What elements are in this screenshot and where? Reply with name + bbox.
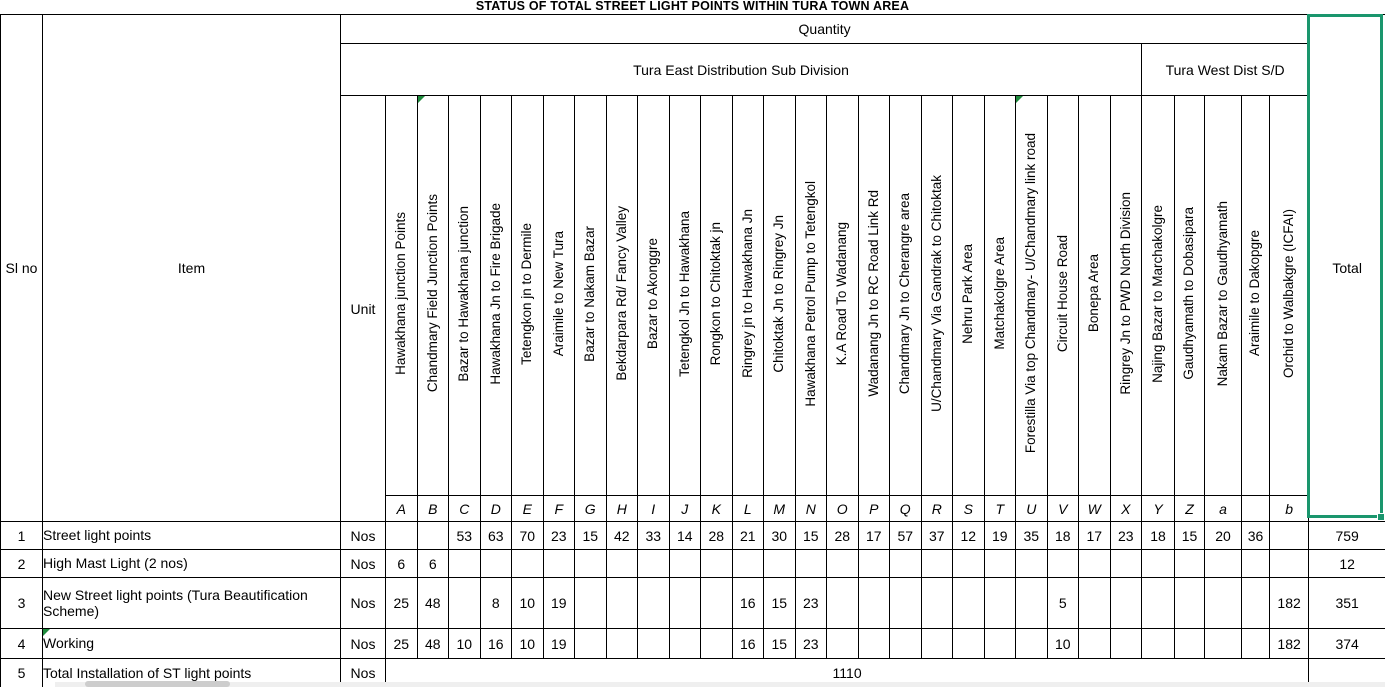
column-letter-N[interactable]: N [795,496,827,522]
column-letter-K[interactable]: K [701,496,733,522]
route-header-L[interactable] [732,96,764,496]
value-cell-2-Z[interactable] [1175,550,1205,578]
route-header-P[interactable] [858,96,890,496]
value-cell-4-R[interactable] [921,629,953,659]
east-division-header[interactable]: Tura East Distribution Sub Division [341,44,1142,96]
route-header-E[interactable] [512,96,544,496]
column-letter-F[interactable]: F [543,496,575,522]
route-header-label: Bazar to Hawakhana junction [456,205,472,382]
value-cell-1-D[interactable]: 63 [480,522,512,550]
column-letter-A[interactable]: A [386,496,418,522]
value-cell-1-I[interactable]: 33 [638,522,670,550]
value-cell-4-col27[interactable] [1242,629,1270,659]
item-cell-2[interactable]: High Mast Light (2 nos) [43,550,341,578]
route-header-I[interactable] [638,96,670,496]
column-letter-T[interactable]: T [984,496,1016,522]
value-cell-2-J[interactable] [669,550,701,578]
item-cell-1[interactable]: Street light points [43,522,341,550]
value-cell-3-L[interactable]: 16 [732,578,764,629]
value-cell-1-X[interactable]: 23 [1110,522,1142,550]
value-cell-2-W[interactable] [1079,550,1111,578]
route-header-label: Araimile to New Tura [550,230,566,357]
route-header-label: Chandmary Field Junction Points [424,194,440,393]
value-cell-4-E[interactable]: 10 [512,629,544,659]
route-header-K[interactable] [701,96,733,496]
value-cell-3-B[interactable]: 48 [417,578,449,629]
value-cell-4-a[interactable] [1205,629,1242,659]
route-header-a[interactable] [1205,96,1242,496]
sl-no-4[interactable]: 4 [1,629,43,659]
value-cell-4-K[interactable] [701,629,733,659]
value-cell-2-S[interactable] [953,550,985,578]
route-header-N[interactable] [795,96,827,496]
col-header-total[interactable]: Total [1309,15,1385,522]
item-cell-4[interactable]: Working [43,629,341,659]
route-header-Z[interactable] [1175,96,1205,496]
value-cell-3-R[interactable] [921,578,953,629]
value-cell-3-P[interactable] [858,578,890,629]
value-cell-3-b[interactable]: 182 [1270,578,1309,629]
unit-cell-2[interactable]: Nos [341,550,386,578]
value-cell-1-Q[interactable]: 57 [890,522,922,550]
value-cell-1-b[interactable] [1270,522,1309,550]
value-cell-4-C[interactable]: 10 [449,629,481,659]
value-cell-4-B[interactable]: 48 [417,629,449,659]
route-header-col27[interactable] [1242,96,1270,496]
value-cell-4-X[interactable] [1110,629,1142,659]
unit-cell-1[interactable]: Nos [341,522,386,550]
column-letter-W[interactable]: W [1079,496,1111,522]
value-cell-2-G[interactable] [575,550,607,578]
value-cell-2-P[interactable] [858,550,890,578]
value-cell-1-M[interactable]: 30 [764,522,796,550]
value-cell-1-L[interactable]: 21 [732,522,764,550]
row-total-2[interactable]: 12 [1309,550,1385,578]
route-header-label: Hawakhana junction Points [393,212,409,375]
value-cell-3-Q[interactable] [890,578,922,629]
value-cell-2-D[interactable] [480,550,512,578]
column-letter-C[interactable]: C [449,496,481,522]
value-cell-2-R[interactable] [921,550,953,578]
value-cell-4-W[interactable] [1079,629,1111,659]
item-cell-3[interactable]: New Street light points (Tura Beautification Scheme) [43,578,341,629]
route-header-C[interactable] [449,96,481,496]
column-letter-J[interactable]: J [669,496,701,522]
route-header-label: Ringrey jn to Hawakhana Jn [739,209,755,378]
route-header-R[interactable] [921,96,953,496]
value-cell-1-W[interactable]: 17 [1079,522,1111,550]
value-cell-1-O[interactable]: 28 [827,522,859,550]
route-header-label: Matchakolgre Area [991,237,1007,350]
column-letter-H[interactable]: H [606,496,638,522]
route-header-D[interactable] [480,96,512,496]
value-cell-1-B[interactable] [417,522,449,550]
value-cell-3-C[interactable] [449,578,481,629]
quantity-header[interactable]: Quantity [341,15,1309,44]
route-header-label: Najing Bazar to Marchakolgre [1149,204,1165,383]
value-cell-1-H[interactable]: 42 [606,522,638,550]
column-letter-b[interactable]: b [1270,496,1309,522]
sl-no-3[interactable]: 3 [1,578,43,629]
value-cell-1-S[interactable]: 12 [953,522,985,550]
value-cell-2-N[interactable] [795,550,827,578]
column-letter-S[interactable]: S [953,496,985,522]
value-cell-4-D[interactable]: 16 [480,629,512,659]
value-cell-3-M[interactable]: 15 [764,578,796,629]
value-cell-4-b[interactable]: 182 [1270,629,1309,659]
value-cell-2-Q[interactable] [890,550,922,578]
unit-cell-3[interactable]: Nos [341,578,386,629]
value-cell-2-I[interactable] [638,550,670,578]
value-cell-3-a[interactable] [1205,578,1242,629]
column-letter-O[interactable]: O [827,496,859,522]
value-cell-3-G[interactable] [575,578,607,629]
row-total-1[interactable]: 759 [1309,522,1385,550]
route-header-M[interactable] [764,96,796,496]
value-cell-4-V[interactable]: 10 [1047,629,1079,659]
value-cell-4-Z[interactable] [1175,629,1205,659]
value-cell-2-Y[interactable] [1142,550,1175,578]
route-header-H[interactable] [606,96,638,496]
col-header-sl-no[interactable]: Sl no [1,15,43,522]
column-letter-col27[interactable] [1242,496,1270,522]
route-header-label: Bazar to Akonggre [645,237,661,350]
route-header-label: Orchid to Walbakgre (ICFAI) [1281,208,1296,379]
value-cell-3-X[interactable] [1110,578,1142,629]
value-cell-4-I[interactable] [638,629,670,659]
value-cell-4-L[interactable]: 16 [732,629,764,659]
sl-no-2[interactable]: 2 [1,550,43,578]
value-cell-4-J[interactable] [669,629,701,659]
value-cell-1-V[interactable]: 18 [1047,522,1079,550]
sl-no-5[interactable]: 5 [1,659,43,687]
value-cell-4-M[interactable]: 15 [764,629,796,659]
street-light-table [0,14,1385,687]
column-letter-Q[interactable]: Q [890,496,922,522]
route-header-J[interactable] [669,96,701,496]
value-cell-1-J[interactable]: 14 [669,522,701,550]
route-header-label: Chandmary Jn to Cherangre area [897,192,913,395]
route-header-label: Tetengkol Jn to Hawakhana [676,210,692,377]
value-cell-1-Z[interactable]: 15 [1175,522,1205,550]
value-cell-4-S[interactable] [953,629,985,659]
value-cell-3-J[interactable] [669,578,701,629]
column-letter-a[interactable]: a [1205,496,1242,522]
merged-total-cell-5[interactable]: 1110 [386,659,1309,687]
value-cell-3-S[interactable] [953,578,985,629]
value-cell-2-a[interactable] [1205,550,1242,578]
column-letter-M[interactable]: M [764,496,796,522]
route-header-label: K.A Road To Wadanang [834,221,850,366]
value-cell-1-col27[interactable]: 36 [1242,522,1270,550]
value-cell-1-Y[interactable]: 18 [1142,522,1175,550]
value-cell-4-Q[interactable] [890,629,922,659]
column-letter-E[interactable]: E [512,496,544,522]
column-letter-V[interactable]: V [1047,496,1079,522]
value-cell-2-X[interactable] [1110,550,1142,578]
item-cell-5[interactable]: Total Installation of ST light points [43,659,341,687]
column-letter-D[interactable]: D [480,496,512,522]
value-cell-3-U[interactable] [1016,578,1048,629]
column-letter-U[interactable]: U [1016,496,1048,522]
column-letter-L[interactable]: L [732,496,764,522]
route-header-label: Forestilla Via top Chandmary- U/Chandmary link road [1023,133,1039,454]
value-cell-1-U[interactable]: 35 [1016,522,1048,550]
route-header-label: Tetengkon jn to Dermile [519,222,535,365]
column-letter-X[interactable]: X [1110,496,1142,522]
value-cell-4-A[interactable]: 25 [386,629,418,659]
route-header-label: Bekdarpara Rd/ Fancy Valley [613,206,629,381]
value-cell-3-N[interactable]: 23 [795,578,827,629]
value-cell-2-U[interactable] [1016,550,1048,578]
route-header-label: Hawakhana Petrol Pump to Tetengkol [802,180,818,407]
col-header-item[interactable]: Item [43,15,341,522]
value-cell-1-C[interactable]: 53 [449,522,481,550]
value-cell-2-F[interactable] [543,550,575,578]
route-header-label: Chitoktak Jn to Ringrey Jn [771,214,787,373]
route-header-label: Circuit House Road [1054,234,1070,353]
value-cell-2-O[interactable] [827,550,859,578]
value-cell-4-F[interactable]: 19 [543,629,575,659]
column-letter-Y[interactable]: Y [1142,496,1175,522]
value-cell-2-T[interactable] [984,550,1016,578]
value-cell-3-Z[interactable] [1175,578,1205,629]
route-header-Y[interactable] [1142,96,1175,496]
value-cell-3-T[interactable] [984,578,1016,629]
column-letter-P[interactable]: P [858,496,890,522]
route-header-A[interactable] [386,96,418,496]
horizontal-scrollbar-track[interactable] [55,682,1385,687]
value-cell-2-K[interactable] [701,550,733,578]
value-cell-3-I[interactable] [638,578,670,629]
route-header-label: Wadanang Jn to RC Road Link Rd [865,190,881,397]
value-cell-4-Y[interactable] [1142,629,1175,659]
route-header-label: Nakam Bazar to Gaudhyamath [1214,200,1230,387]
column-letter-G[interactable]: G [575,496,607,522]
value-cell-1-a[interactable]: 20 [1205,522,1242,550]
route-header-X[interactable] [1110,96,1142,496]
page-title: STATUS OF TOTAL STREET LIGHT POINTS WITHIN TURA TOWN AREA [475,0,910,13]
horizontal-scrollbar-thumb[interactable] [85,681,230,687]
value-cell-4-U[interactable] [1016,629,1048,659]
value-cell-4-P[interactable] [858,629,890,659]
route-header-G[interactable] [575,96,607,496]
route-header-label: U/Chandmary Via Gandrak to Chitoktak [928,175,944,412]
value-cell-4-T[interactable] [984,629,1016,659]
value-cell-2-M[interactable] [764,550,796,578]
column-letter-B[interactable]: B [417,496,449,522]
value-cell-2-b[interactable] [1270,550,1309,578]
fill-handle[interactable] [1377,513,1385,521]
route-header-label: Rongkon to Chitoktak jn [708,221,724,366]
route-header-F[interactable] [543,96,575,496]
value-cell-2-col27[interactable] [1242,550,1270,578]
value-cell-1-G[interactable]: 15 [575,522,607,550]
value-cell-1-E[interactable]: 70 [512,522,544,550]
route-header-T[interactable] [984,96,1016,496]
column-letter-R[interactable]: R [921,496,953,522]
value-cell-1-F[interactable]: 23 [543,522,575,550]
route-header-label: Gaudhyamath to Dobasipara [1181,207,1197,380]
value-cell-1-P[interactable]: 17 [858,522,890,550]
value-cell-2-H[interactable] [606,550,638,578]
value-cell-2-B[interactable]: 6 [417,550,449,578]
row-total-4[interactable]: 374 [1309,629,1385,659]
value-cell-4-N[interactable]: 23 [795,629,827,659]
route-header-label: Hawakhana Jn to Fire Brigade [487,202,503,385]
route-header-O[interactable] [827,96,859,496]
value-cell-3-H[interactable] [606,578,638,629]
route-header-label: Nehru Park Area [960,243,976,344]
route-header-Q[interactable] [890,96,922,496]
value-cell-1-K[interactable]: 28 [701,522,733,550]
route-header-label: Araimile to Dakopgre [1247,230,1263,357]
value-cell-3-W[interactable] [1079,578,1111,629]
route-header-W[interactable] [1079,96,1111,496]
col-header-unit[interactable]: Unit [341,96,386,522]
column-letter-I[interactable]: I [638,496,670,522]
value-cell-2-L[interactable] [732,550,764,578]
route-header-B[interactable] [417,96,449,496]
value-cell-3-D[interactable]: 8 [480,578,512,629]
route-header-b[interactable] [1270,96,1309,496]
route-header-V[interactable] [1047,96,1079,496]
value-cell-3-O[interactable] [827,578,859,629]
value-cell-1-T[interactable]: 19 [984,522,1016,550]
route-header-label: Bonepa Area [1086,254,1102,333]
route-header-S[interactable] [953,96,985,496]
sl-no-1[interactable]: 1 [1,522,43,550]
value-cell-3-F[interactable]: 19 [543,578,575,629]
value-cell-2-E[interactable] [512,550,544,578]
value-cell-1-R[interactable]: 37 [921,522,953,550]
value-cell-3-Y[interactable] [1142,578,1175,629]
value-cell-3-E[interactable]: 10 [512,578,544,629]
unit-cell-4[interactable]: Nos [341,629,386,659]
route-header-label: Bazar to Nakam Bazar [582,225,598,362]
value-cell-2-V[interactable] [1047,550,1079,578]
value-cell-4-G[interactable] [575,629,607,659]
unit-cell-5[interactable]: Nos [341,659,386,687]
route-header-label: Ringrey Jn to PWD North Division [1117,192,1133,395]
value-cell-3-V[interactable]: 5 [1047,578,1079,629]
value-cell-3-K[interactable] [701,578,733,629]
west-division-header[interactable]: Tura West Dist S/D [1142,44,1309,96]
row-total-3[interactable]: 351 [1309,578,1385,629]
column-letter-Z[interactable]: Z [1175,496,1205,522]
value-cell-2-A[interactable]: 6 [386,550,418,578]
value-cell-4-H[interactable] [606,629,638,659]
value-cell-2-C[interactable] [449,550,481,578]
value-cell-1-N[interactable]: 15 [795,522,827,550]
value-cell-1-A[interactable] [386,522,418,550]
value-cell-3-col27[interactable] [1242,578,1270,629]
value-cell-3-A[interactable]: 25 [386,578,418,629]
value-cell-4-O[interactable] [827,629,859,659]
route-header-U[interactable] [1016,96,1048,496]
